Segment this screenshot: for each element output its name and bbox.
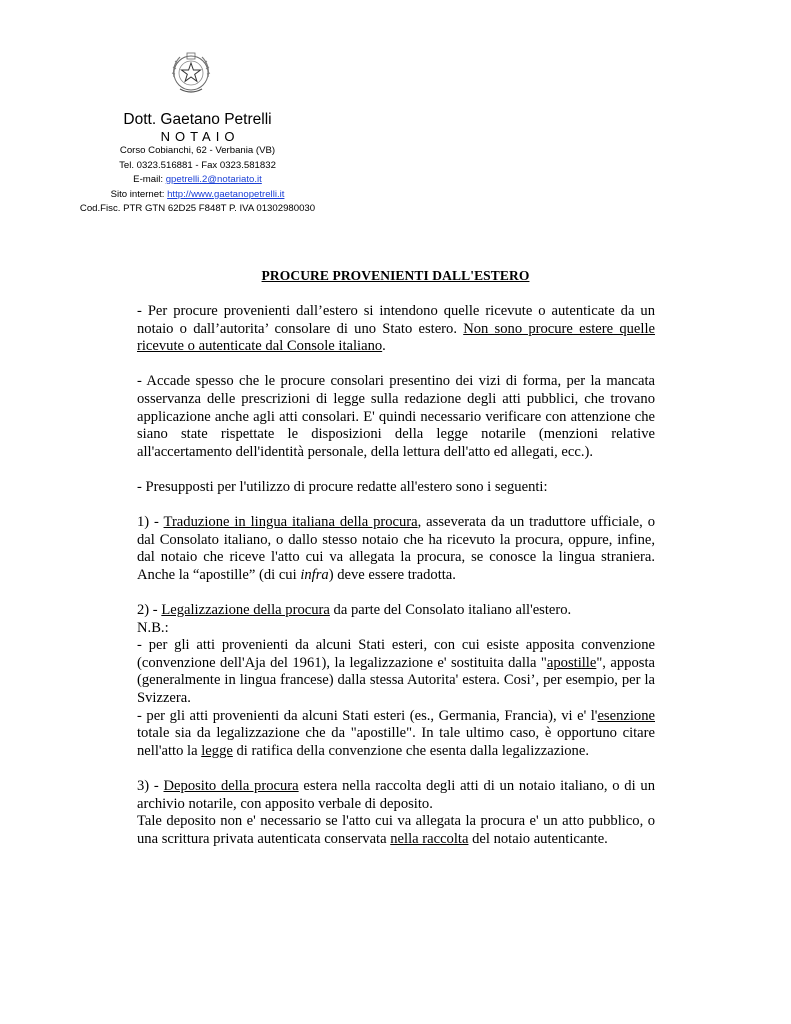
notary-name: Dott. Gaetano Petrelli xyxy=(123,111,272,128)
item-translation xyxy=(137,514,655,584)
text-segment: ) deve essere tradotta. xyxy=(328,566,456,583)
text-segment: del notaio autenticante. xyxy=(468,830,608,847)
text-segment: estera nella raccolta degli atti di un notaio italiano, o di un archivio notarile, con apposito verbale di deposito. xyxy=(137,778,655,812)
text-segment: 2) - xyxy=(137,602,162,619)
underlined-text: legge xyxy=(201,742,233,759)
phone-fax: Tel. 0323.516881 - Fax 0323.581832 xyxy=(119,159,276,171)
underlined-text: Deposito della procura xyxy=(163,778,299,795)
email-link[interactable]: gpetrelli.2@notariato.it xyxy=(165,174,262,186)
text-segment: 3) - xyxy=(137,778,164,795)
italic-text: infra xyxy=(300,566,329,583)
text-segment: ", apposta (generalmente in lingua francese) dalla stessa Autorita' estera. Cosi’, per esempio, per la Svizzera. xyxy=(137,654,655,707)
tax-codes: Cod.Fisc. PTR GTN 62D25 F848T P. IVA 01302980030 xyxy=(79,203,316,215)
text-segment: - per gli atti provenienti da alcuni Stati esteri, con cui esiste apposita convenzione (convenzione dell'Aja del 1961), la legalizzazione e' sostituita dalla " xyxy=(137,637,655,671)
underlined-text: apostille xyxy=(546,654,597,671)
text-segment: di ratifica della convenzione che esenta dalla legalizzazione. xyxy=(232,742,589,759)
item-deposit xyxy=(137,778,655,848)
document-body xyxy=(137,303,655,866)
paragraph-prerequisites: - Presupposti per l'utilizzo di procure redatte all'estero sono i seguenti: xyxy=(137,478,548,495)
notary-role: NOTAIO xyxy=(160,129,240,144)
text-segment: totale sia da legalizzazione che da "apostille". In tale ultimo caso, è opportuno citare nell'atto la xyxy=(137,725,655,759)
email-label: E-mail: xyxy=(133,174,166,186)
underlined-text: Legalizzazione della procura xyxy=(161,602,330,619)
text-segment: . xyxy=(382,338,386,355)
paragraph-consular-defects: - Accade spesso che le procure consolari presentino dei vizi di forma, per la mancata osservanza delle prescrizioni di legge sulla redazione degli atti pubblici, che trovano applicazione anche agli atti consolari. E' quindi necessario verificare con attenzione che siano state rispettate le disposizioni della legge notarile (menzioni relative all'accertamento dell'identità personale, della lettura dell'atto ed allegati, ecc.). xyxy=(137,373,655,460)
text-segment: , asseverata da un traduttore ufficiale, o dal Consolato italiano, o dallo stesso notaio che ha ricevuto la procura, oppure, infine, dal notaio che riceve l'atto cui va allegata la procura, se conosce la lingua straniera. Anche la “apostille” (di cui xyxy=(137,514,655,583)
underlined-text: nella raccolta xyxy=(390,830,469,847)
text-segment: da parte del Consolato italiano all'estero. xyxy=(329,602,572,619)
website-label: Sito internet: xyxy=(110,188,168,200)
document-title: PROCURE PROVENIENTI DALL'ESTERO xyxy=(261,268,530,283)
website-line xyxy=(60,188,335,203)
underlined-text: Traduzione in lingua italiana della procura xyxy=(163,514,418,531)
letterhead xyxy=(60,110,335,217)
underlined-text: esenzione xyxy=(597,707,655,724)
text-segment: 1) - xyxy=(137,514,164,531)
underlined-text: Non sono procure estere quelle ricevute o autenticate dal Console italiano xyxy=(137,320,655,355)
text-segment: Tale deposito non e' necessario se l'atto cui va allegata la procura e' un atto pubblico, o una scrittura privata autenticata conservata xyxy=(137,813,655,847)
email-line xyxy=(60,173,335,188)
text-segment: - per gli atti provenienti da alcuni Stati esteri (es., Germania, Francia), vi e' l' xyxy=(137,707,598,724)
italian-emblem-icon xyxy=(166,47,216,97)
office-address: Corso Cobianchi, 62 - Verbania (VB) xyxy=(119,145,276,156)
nota-bene: N.B.: xyxy=(137,619,169,636)
website-link[interactable]: http://www.gaetanopetrelli.it xyxy=(167,188,285,200)
text-segment: - Per procure provenienti dall’estero si intendono quelle ricevute o autenticate da un notaio o dall’autorita’ consolare di uno Stato estero. xyxy=(137,303,655,337)
paragraph-definition xyxy=(137,303,655,356)
item-legalization xyxy=(137,602,655,760)
